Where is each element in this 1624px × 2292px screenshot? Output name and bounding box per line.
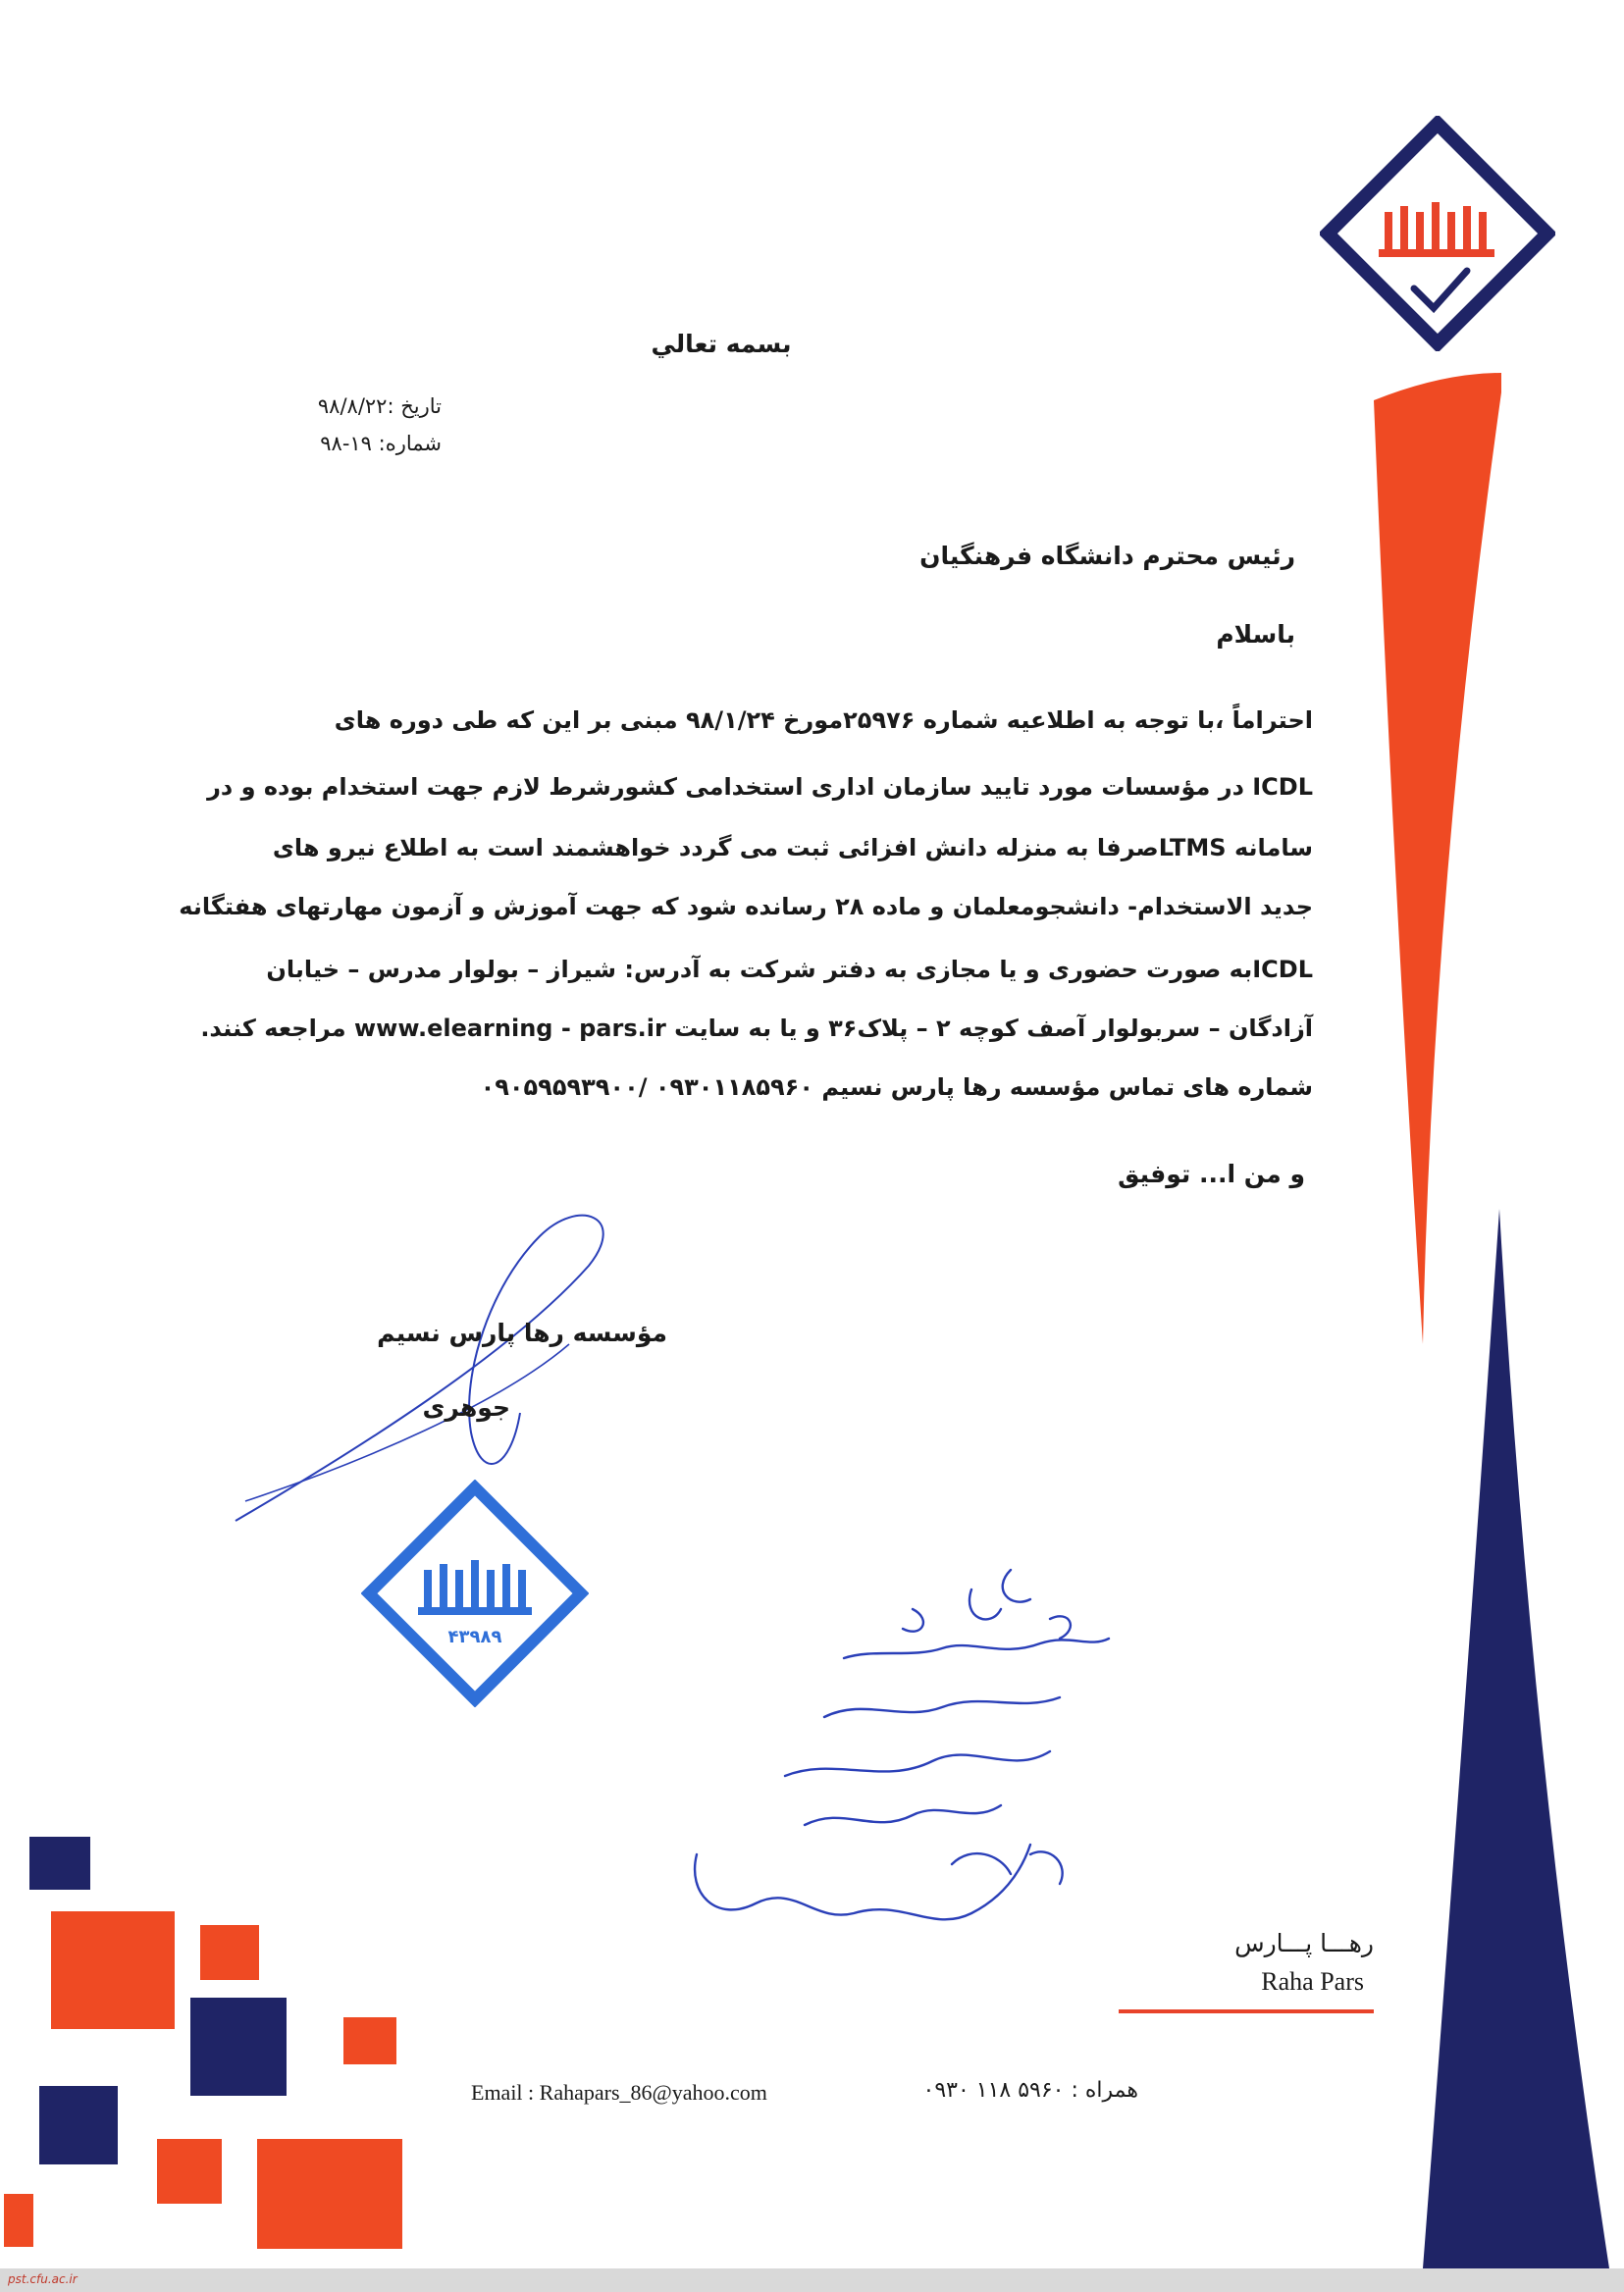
footer-email: Email : Rahapars_86@yahoo.com <box>471 2080 767 2105</box>
body-line: جدید الاستخدام- دانشجومعلمان و ماده ۲۸ رسانده شود که جهت آموزش و آزمون مهارتهای هفتگانه <box>179 893 1313 920</box>
decor-square <box>39 2086 118 2164</box>
body-line: احتراماً ،با توجه به اطلاعیه شماره ۲۵۹۷۶مورخ ۹۸/۱/۲۴ مبنی بر این که طی دوره های <box>334 706 1313 734</box>
decor-square <box>157 2139 222 2204</box>
brand-name-fa: رهـــا پـــارس <box>1234 1929 1374 1957</box>
navy-swoosh-shape <box>1423 1209 1609 2268</box>
decor-square <box>29 1837 90 1890</box>
letter-date: تاریخ :۹۸/۸/۲۲ <box>317 394 442 418</box>
footer-bar <box>0 2268 1624 2292</box>
decor-square <box>200 1925 259 1980</box>
body-line: آزادگان – سربولوار آصف کوچه ۲ – پلاک۳۶ و یا به سایت www.elearning - pars.ir مراجعه کنند. <box>200 1015 1313 1042</box>
footer-watermark: pst.cfu.ac.ir <box>8 2272 78 2286</box>
letter-number: شماره: ۱۹-۹۸ <box>320 432 442 455</box>
body-line: ICDL در مؤسسات مورد تایید سازمان اداری استخدامی کشورشرط لازم جهت استخدام بوده و در <box>207 773 1313 801</box>
recipient-line: رئیس محترم دانشگاه فرهنگیان <box>919 542 1295 570</box>
closing-line: و من ا... توفیق <box>1118 1160 1305 1188</box>
body-line: ICDLبه صورت حضوری و یا مجازی به دفتر شرکت به آدرس: شیراز – بولوار مدرس – خیابان <box>266 956 1313 983</box>
decor-square <box>4 2194 33 2247</box>
stamp-icon <box>361 1480 589 1707</box>
body-line: سامانه LTMSصرفا به منزله دانش افزائی ثبت می گردد خواهشمند است به اطلاع نیرو های <box>272 834 1313 861</box>
decor-square <box>190 1998 287 2096</box>
institute-name: مؤسسه رها پارس نسیم <box>377 1319 667 1347</box>
logo-diamond-icon <box>1320 116 1555 351</box>
footer-mobile: همراه : ۵۹۶۰ ۱۱۸ ۰۹۳۰ <box>922 2078 1138 2103</box>
stamp-number: ۴۳۹۸۹ <box>447 1627 502 1647</box>
brand-underline <box>1119 2009 1374 2013</box>
handwritten-note <box>677 1550 1148 1962</box>
decor-square <box>51 1911 175 2029</box>
brand-name-en: Raha Pars <box>1261 1967 1364 1996</box>
signer-name: جوهری <box>422 1393 510 1422</box>
orange-swoosh-shape <box>1374 373 1501 1344</box>
decor-square <box>343 2017 396 2064</box>
decor-square <box>257 2139 402 2249</box>
bismillah-heading: بسمه تعالي <box>651 330 792 358</box>
body-line: شماره های تماس مؤسسه رها پارس نسیم ۰۹۳۰۱۱۸۵۹۶۰ /۰۹۰۵۹۵۹۳۹۰۰ <box>480 1073 1313 1101</box>
salutation: باسلام <box>1216 620 1295 649</box>
